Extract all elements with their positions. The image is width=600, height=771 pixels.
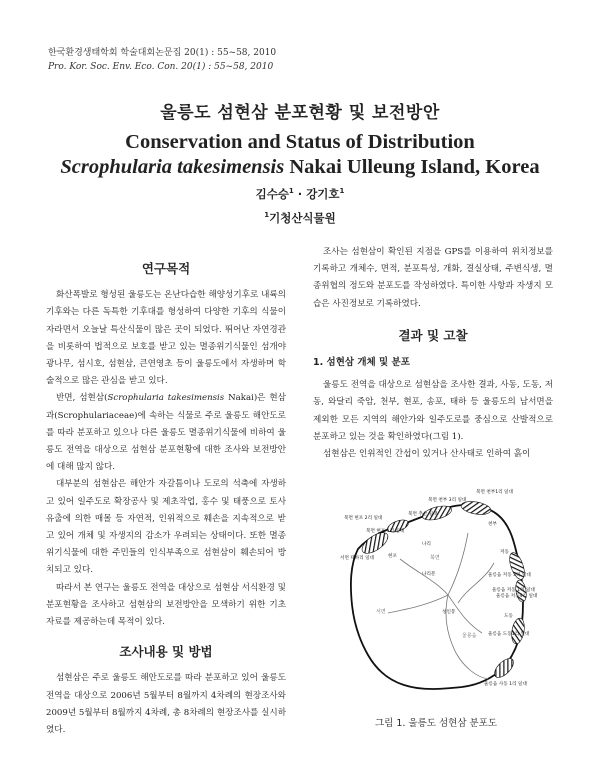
affiliation-name: 기청산식물원: [269, 211, 336, 225]
paragraph-purpose-1: 화산폭발로 형성된 울릉도는 온난다습한 해양성기후로 내륙의 기후와는 다른 독특한 기후대를 형성하여 다양한 기후의 식물이 자라면서 오늘날 특산식물이 많은 곳이 되었다. 뛰어난 자연경관을 비롯하여 법적으로 보호를 받고 있는 멸종위기식물인 섬개야광나무, 섬시호, 섬현삼, 큰연영초 등이 울릉도에서 자생하며 학술적으로 많은 관심을 받고 있다.: [46, 290, 286, 387]
author-1: 김수승: [255, 187, 289, 201]
label-bukmyeon: 북면: [430, 555, 440, 561]
journal-line-en: Pro. Kor. Soc. Env. Eco. Con. 20(1) : 55~58, 2010: [48, 62, 274, 72]
heading-purpose: 연구목적: [141, 261, 191, 276]
right-column: [313, 244, 553, 463]
label-jeodong: 저동: [500, 550, 509, 555]
paragraph-purpose-2a: 반면, 섬현삼(: [56, 393, 108, 404]
title-english: [0, 130, 600, 180]
paragraph-methods: 섬현삼은 주로 울릉도 해안도로를 따라 분포하고 있어 울릉도 전역을 대상으로 2006년 5월부터 8월까지 4차례의 현장조사와 2009년 5월부터 8월까지 4차례, 총 8차례의 현장조사를 실시하였다.: [46, 673, 286, 736]
paragraph-purpose-2: [46, 390, 286, 476]
label-jeodong1: 울릉읍 저동 1리 일대: [492, 588, 535, 593]
label-hyeonpo1: 북면 현포 1리 일대: [366, 529, 405, 534]
subheading-distribution: 1. 섬현삼 개체 및 분포: [313, 357, 410, 369]
journal-line-ko: 한국환경생태학회 학술대회논문집 20(1) : 55~58, 2010: [48, 48, 277, 58]
heading-results: 결과 및 고찰: [398, 327, 468, 343]
label-cheonbu1: 북면 천부1리 일대: [476, 490, 513, 495]
author-2: 강기호: [306, 187, 340, 201]
left-column: [46, 254, 286, 739]
label-jeodong3: 울릉읍 저동 3리 일대: [488, 573, 531, 578]
figure-caption: 그림 1. 울릉도 섬현삼 분포도: [374, 718, 498, 729]
affiliation: [0, 210, 600, 226]
author-separator: ·: [293, 187, 307, 201]
distribution-map-svg: [318, 463, 554, 708]
label-nari: 나리: [422, 542, 431, 547]
paragraph-purpose-3: 대부분의 섬현삼은 해안가 자갈틈이나 도로의 석축에 자생하고 있어 일주도로 확장공사 및 제초작업, 홍수 및 태풍으로 토사유출에 의한 매몰 등 자연적, 인위적으로 훼손을 지속적으로 받고 있어 개체 및 자생지의 감소가 우려되는 상태이다. 또한 멸종위기식물에 대한 주민들의 인식부족으로 섬현삼이 훼손되어 방치되고 있다.: [46, 479, 286, 576]
title-species: Scrophularia takesimensis: [60, 156, 285, 178]
paragraph-species: Scrophularia takesimensis: [107, 393, 225, 404]
authors: [0, 186, 600, 202]
label-chusan: 북면 추산 일대: [408, 512, 438, 517]
label-ulleungeup: 울릉읍: [462, 633, 477, 639]
paragraph-purpose-4: 따라서 본 연구는 울릉도 전역을 대상으로 섬현삼 서식환경 및 분포현황을 조사하고 섬현삼의 보전방안을 모색하기 위한 기초자료를 제공하는데 목적이 있다.: [46, 582, 286, 628]
label-cheonbu3: 북면 천부 3리 일대: [428, 498, 467, 503]
label-seomyeon: 서면: [376, 609, 386, 615]
paragraph-purpose-2b: Nakai)은 현삼과(Scrophulariaceae)에 속하는 식물로 주로 울릉도 해안도로를 따라 분포하고 있으나 다른 울릉도 멸종위기식물에 비하여 울릉도 전역을 대상으로 섬현삼 분포현황에 대한 조사와 보전방안에 대해 많지 않다.: [46, 393, 286, 473]
label-dodong1: 울릉읍 도동1리 일대: [488, 632, 530, 637]
paragraph-results-2: 섬현삼은 인위적인 간섭이 있거나 산사태로 인하여 흙이: [323, 449, 531, 460]
label-jeodong4: 울릉읍 저동4리 일대: [496, 594, 538, 599]
label-hyeonpo: 현포: [388, 554, 397, 559]
title-english-line1: Conservation and Status of Distribution: [125, 131, 475, 153]
paragraph-methods-cont: 조사는 섬현삼이 확인된 지점을 GPS를 이용하여 위치정보를 기록하고 개체수, 면적, 분포특성, 개화, 결실상태, 주변식생, 멸종위협의 정도와 분포도를 작성하였다. 특이한 사항과 자생지 모습은 사진정보로 기록하였다.: [313, 247, 553, 309]
author-1-sup: 1: [288, 187, 294, 196]
title-english-rest: Nakai Ulleung Island, Korea: [284, 156, 540, 178]
label-cheonbu: 천부: [488, 522, 497, 527]
title-english-line2: [0, 155, 600, 180]
heading-methods: 조사내용 및 방법: [119, 644, 213, 660]
author-2-sup: 1: [339, 187, 345, 196]
label-dodong: 도동: [504, 614, 513, 619]
distribution-map: [318, 463, 554, 708]
label-hyeonpo2: 북면 현포 2리 일대: [344, 516, 383, 521]
title-korean: 울릉도 섬현삼 분포현황 및 보전방안: [160, 103, 440, 123]
label-naribun: 나리분: [422, 572, 436, 577]
journal-header: [48, 46, 276, 74]
label-taeha: 서면 태하리 일대: [340, 556, 374, 561]
label-seonginbong: 성인봉: [442, 610, 456, 615]
affiliation-sup: 1: [264, 211, 270, 220]
label-sadong1: 울릉읍 사동 1리 일대: [484, 682, 527, 687]
paragraph-results-1: 울릉도 전역을 대상으로 섬현삼을 조사한 결과, 사동, 도동, 저동, 와달리 죽암, 천부, 현포, 송포, 태하 등 울릉도의 남서면을 제외한 모든 지역의 해안가와 일주도로를 중심으로 산발적으로 분포하고 있는 것을 확인하였다(그림 1).: [313, 380, 553, 442]
